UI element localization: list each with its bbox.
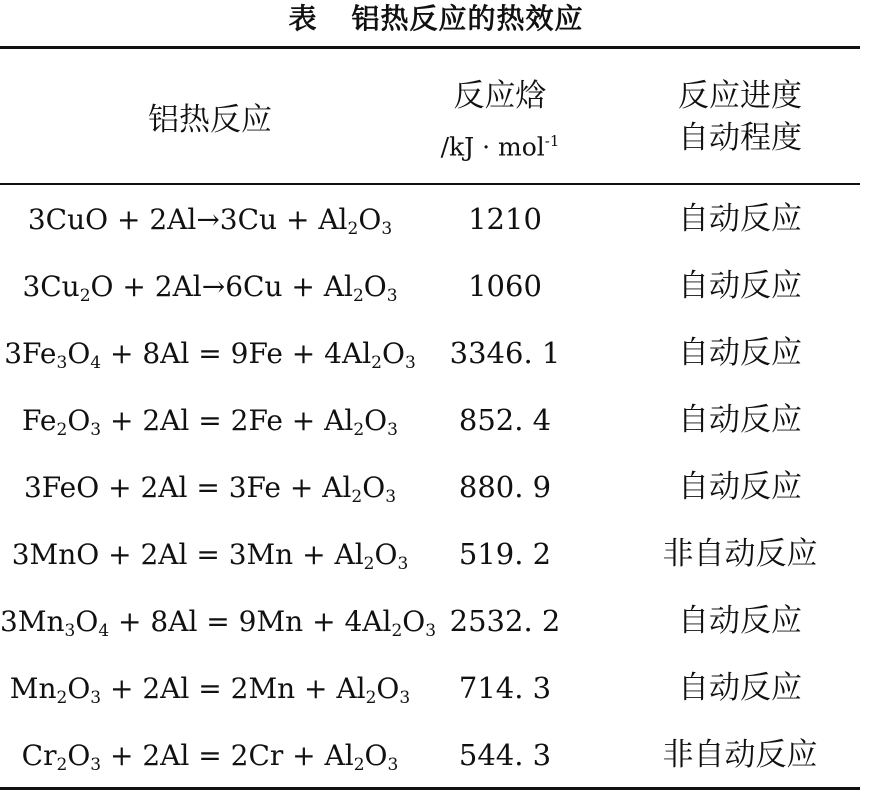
reaction-progress: 非自动反应 bbox=[662, 536, 818, 572]
header-progress-line2: 自动程度 bbox=[678, 120, 802, 156]
reaction-enthalpy: 519. 2 bbox=[458, 537, 552, 571]
table-row bbox=[0, 655, 872, 722]
reaction-enthalpy: 714. 3 bbox=[458, 671, 552, 705]
reaction-progress: 自动反应 bbox=[678, 670, 802, 706]
table-title-text: 铝热反应的热效应 bbox=[351, 2, 584, 35]
table-title bbox=[0, 2, 872, 36]
table-row bbox=[0, 186, 872, 253]
reaction-enthalpy: 1210 bbox=[468, 202, 542, 236]
reaction-equation: $3CuO + 2Al\to 3Cu + Al_2O_3$ bbox=[27, 203, 393, 239]
header-progress-line1: 反应进度 bbox=[678, 78, 802, 114]
header-reaction: 铝热反应 bbox=[148, 102, 272, 138]
table-header-rule bbox=[0, 183, 860, 185]
table-row bbox=[0, 320, 872, 387]
header-enthalpy-unit-exponent: -1 bbox=[544, 132, 560, 150]
table-row bbox=[0, 253, 872, 320]
reaction-progress: 自动反应 bbox=[678, 469, 802, 505]
reaction-enthalpy: 880. 9 bbox=[458, 470, 552, 504]
reaction-progress: 自动反应 bbox=[678, 603, 802, 639]
table-row bbox=[0, 722, 872, 789]
header-enthalpy-label: 反应焓 bbox=[453, 78, 547, 114]
reaction-enthalpy: 1060 bbox=[468, 269, 542, 303]
reaction-progress: 非自动反应 bbox=[662, 737, 818, 773]
reaction-equation: $3Mn_3O_4 + 8Al = 9Mn + 4Al_2O_3$ bbox=[0, 605, 437, 641]
reaction-enthalpy: 2532. 2 bbox=[449, 604, 561, 638]
reaction-equation: $Mn_2O_3 + 2Al = 2Mn + Al_2O_3$ bbox=[9, 672, 411, 708]
reaction-enthalpy: 544. 3 bbox=[458, 738, 552, 772]
reaction-progress: 自动反应 bbox=[678, 402, 802, 438]
reaction-equation: $3FeO + 2Al = 3Fe + Al_2O_3$ bbox=[23, 471, 397, 507]
table-bottom-rule bbox=[0, 787, 860, 790]
reaction-progress: 自动反应 bbox=[678, 335, 802, 371]
header-enthalpy-unit bbox=[410, 117, 590, 171]
reaction-equation: $3MnO + 2Al = 3Mn + Al_2O_3$ bbox=[11, 538, 409, 574]
reaction-progress: 自动反应 bbox=[678, 201, 802, 237]
table-row bbox=[0, 588, 872, 655]
reaction-equation: $Fe_2O_3 + 2Al = 2Fe + Al_2O_3$ bbox=[22, 404, 398, 440]
reaction-equation: $Cr_2O_3 + 2Al = 2Cr + Al_2O_3$ bbox=[21, 739, 399, 775]
table-top-rule bbox=[0, 46, 860, 49]
header-progress bbox=[620, 75, 860, 159]
table-row bbox=[0, 521, 872, 588]
reaction-progress: 自动反应 bbox=[678, 268, 802, 304]
table-row bbox=[0, 454, 872, 521]
reaction-equation: $3Fe_3O_4 + 8Al = 9Fe + 4Al_2O_3$ bbox=[4, 337, 416, 373]
reaction-enthalpy: 852. 4 bbox=[458, 403, 552, 437]
header-enthalpy-unit-text: /kJ · mol bbox=[440, 132, 545, 162]
table-title-label: 表 bbox=[288, 2, 318, 35]
reaction-equation: $3Cu_2O + 2Al\to 6Cu + Al_2O_3$ bbox=[22, 270, 398, 306]
table-row bbox=[0, 387, 872, 454]
reaction-enthalpy: 3346. 1 bbox=[449, 336, 561, 370]
header-enthalpy bbox=[410, 75, 590, 171]
